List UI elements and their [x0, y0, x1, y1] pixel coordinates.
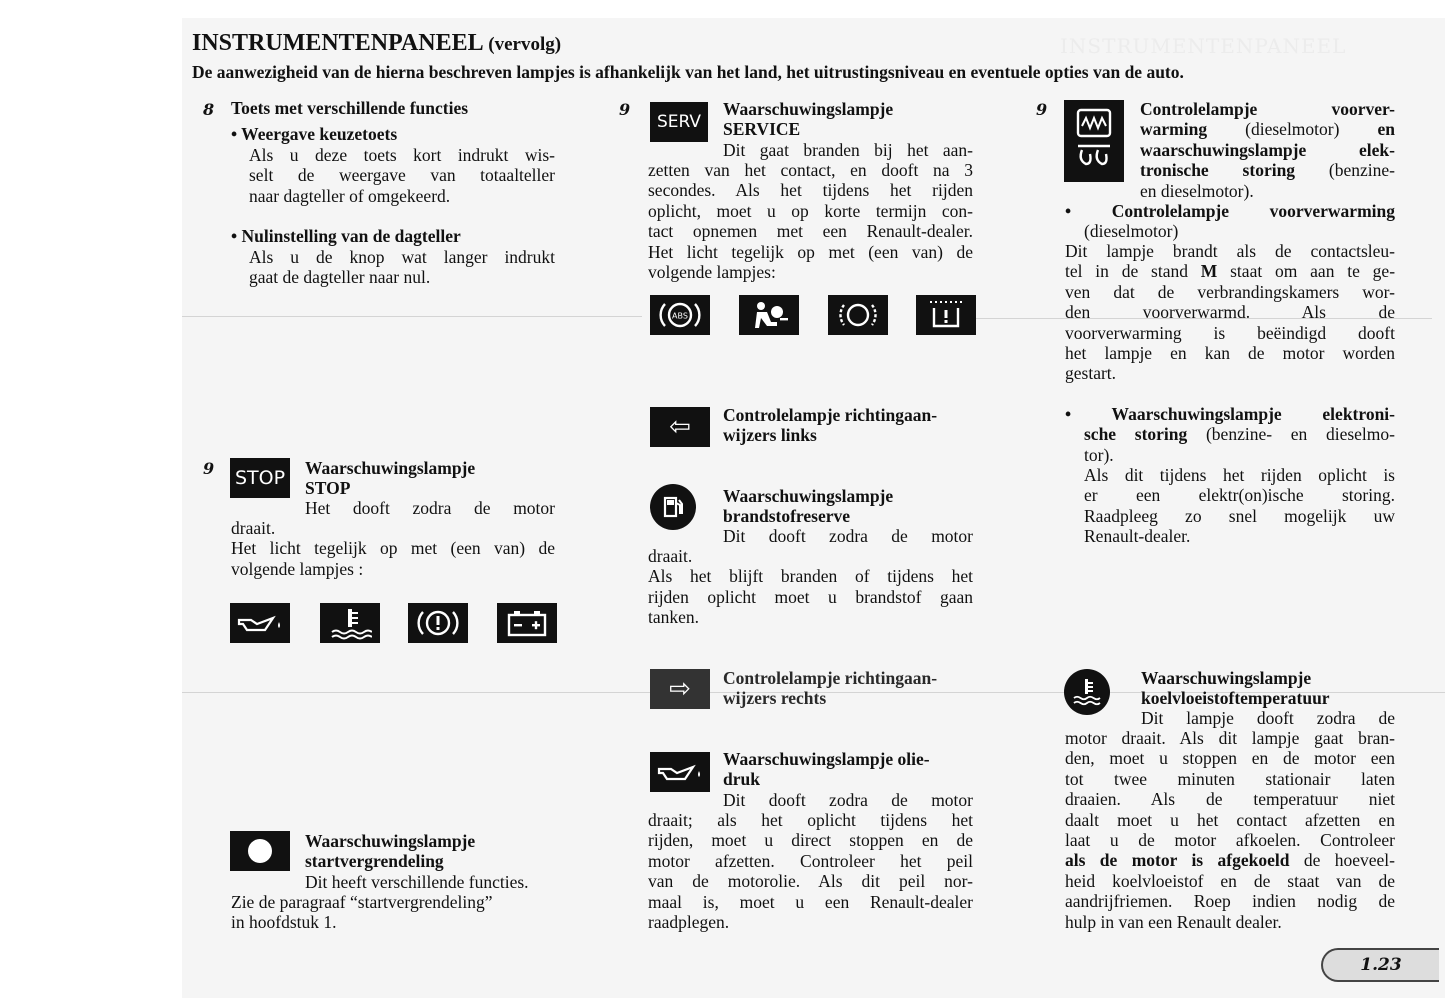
- bullet-trip-reset-text: Als u de knop wat langer indrukt gaat de dagteller naar nul.: [249, 247, 555, 288]
- oil-text-line: Dit dooft zodra de motor: [723, 790, 973, 810]
- bullet-electronic-fault-title: • Waarschuwingslampje elektroni- sche storing (benzine- en dieselmo- tor).: [1065, 404, 1395, 465]
- fuel-text-line: Dit dooft zodra de motor: [723, 526, 973, 546]
- coolant-text: motor draait. Als dit lampje gaat bran- den, moet u stoppen en de motor een tot twee minuten stationair laten draaien. Als de temperatuur niet daalt moet u het contact afzetten en laat u de motor afkoelen. Controleer als de motor is afgekoeld de hoeveel- heid koelvloeistof en de staat van de aandrijfriemen. Roep indien nodig de hulp in van een Renault dealer.: [1065, 728, 1395, 932]
- oil-pressure-icon: [230, 603, 290, 643]
- abs-icon: [650, 295, 710, 335]
- bullet-preheat-sub: (dieselmotor): [1084, 221, 1179, 241]
- bullet-electronic-fault-text: Als dit tijdens het rijden oplicht is er een elektr(on)ische storing. Raadpleeg zo snel mogelijk uw Renault-dealer.: [1084, 465, 1395, 547]
- item-number: 8: [203, 100, 215, 119]
- page-number: 1.23: [1321, 948, 1439, 982]
- page-subtitle: De aanwezigheid van de hierna beschreven lampjes is afhankelijk van het land, het uitrustingsniveau en eventuele opties van de auto.: [192, 62, 1184, 82]
- stop-text: draait. Het licht tegelijk op met (een van) de volgende lampjes :: [231, 518, 555, 579]
- oil-pressure-icon: [650, 752, 710, 792]
- item-number: 9: [203, 459, 215, 478]
- brake-icon: [408, 603, 468, 643]
- battery-icon: [497, 603, 557, 643]
- item-number: 9: [619, 100, 631, 119]
- service-text-line: Dit gaat branden bij het aan-: [723, 140, 973, 160]
- bullet-preheat-text: Dit lampje brandt als de contactsleu- tel in de stand M staat om aan te ge- ven dat de verbrandingskamers wor- den voorverwarmd. Als de voorverwarming is beëindigd dooft het lampje en kan de motor worden gestart.: [1065, 241, 1396, 384]
- service-text: zetten van het contact, en dooft na 3 secondes. Als het tijdens het rijden oplicht, moet u op korte termijn con- tact opnemen met een Renault-dealer. Het licht tegelijk op met (een van) de volgende lampjes:: [648, 160, 973, 283]
- preheat-heading: Controlelampje voorver- warming (dieselmotor) en waarschuwingslampje elek- tronische storing (benzine- en dieselmotor).: [1140, 99, 1396, 201]
- bullet-trip-reset-title: • Nulinstelling van de dagteller: [231, 226, 461, 246]
- start-lock-title: Waarschuwingslampje startvergrendeling: [305, 831, 476, 872]
- divider: [182, 316, 642, 317]
- start-lock-text: Zie de paragraaf “startvergrendeling” in hoofdstuk 1.: [231, 892, 493, 933]
- oil-title: Waarschuwingslampje olie- druk: [723, 749, 930, 790]
- fuel-title: Waarschuwingslampje brandstofreserve: [723, 486, 894, 527]
- service-warning-icon: SERV: [650, 102, 708, 142]
- item-8-heading: Toets met verschillende functies: [231, 98, 469, 118]
- start-lock-icon: [230, 831, 290, 871]
- turn-signal-left-icon: ⇦: [650, 407, 710, 447]
- bullet-preheat-title: • Controlelampje voorverwarming: [1065, 201, 1395, 221]
- preheat-fault-icon: [1064, 100, 1124, 182]
- stop-title: Waarschuwingslampje STOP: [305, 458, 476, 499]
- stop-text-line: Het dooft zodra de motor: [305, 498, 555, 518]
- coolant-text-line: Dit lampje dooft zodra de: [1141, 708, 1395, 728]
- coolant-title: Waarschuwingslampje koelvloeistoftemperatuur: [1141, 668, 1330, 709]
- coolant-temperature-icon: [320, 603, 380, 643]
- service-title: Waarschuwingslampje SERVICE: [723, 99, 894, 140]
- fuel-text: draait. Als het blijft branden of tijdens het rijden oplicht moet u brandstof gaan tanken.: [648, 546, 973, 628]
- turn-right-title: Controlelampje richtingaan- wijzers rechts: [723, 668, 938, 709]
- bullet-display-toggle-text: Als u deze toets kort indrukt wis- selt de weergave van totaalteller naar dagteller of omgekeerd.: [249, 145, 555, 206]
- page-title: INSTRUMENTENPANEEL (vervolg): [192, 30, 562, 56]
- bullet-display-toggle-title: • Weergave keuzetoets: [231, 124, 398, 144]
- svg-text:ABS: ABS: [672, 311, 688, 321]
- brake-fluid-icon: [916, 295, 976, 335]
- fuel-pump-icon: [650, 484, 696, 530]
- start-lock-text-line: Dit heeft verschillende functies.: [305, 872, 529, 892]
- turn-left-title: Controlelampje richtingaan- wijzers links: [723, 405, 938, 446]
- turn-signal-right-icon: ⇨: [650, 669, 710, 709]
- coolant-temperature-icon: [1064, 669, 1110, 715]
- bleed-through-text: INSTRUMENTENPANEEL: [1060, 34, 1347, 58]
- stop-warning-icon: STOP: [230, 458, 290, 498]
- oil-text: draait; als het oplicht tijdens het rijden, moet u direct stoppen en de motor afzetten. Controleer het peil van de motorolie. Als dit peil nor- maal is, moet u een Renault-dealer raadplegen.: [648, 810, 973, 933]
- item-number: 9: [1036, 100, 1048, 119]
- airbag-icon: [739, 295, 799, 335]
- brake-pad-icon: [828, 295, 888, 335]
